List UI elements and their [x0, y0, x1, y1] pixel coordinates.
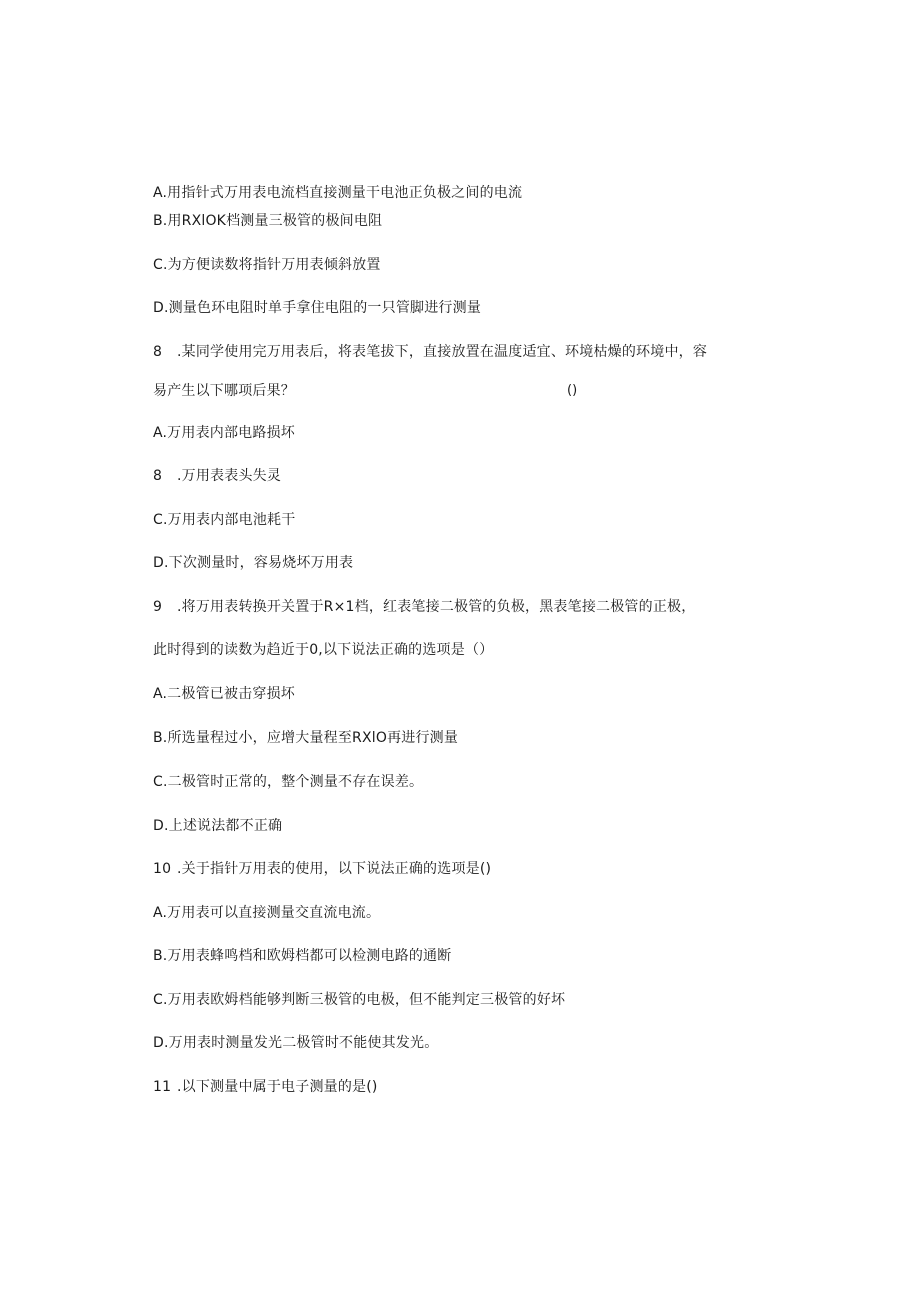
q9-number: 9 [153, 599, 163, 615]
q8-option-a: A.万用表内部电路损坏 [153, 425, 295, 441]
q9-option-a: A.二极管已被击穿损坏 [153, 686, 295, 702]
q8-option-b [153, 466, 281, 486]
q7-option-c: C.为方便读数将指针万用表倾斜放置 [153, 257, 381, 273]
q11-number: 11 [153, 1079, 172, 1095]
q8-option-b-text: .万用表表头失灵 [177, 468, 282, 484]
q8-stem-line1 [153, 342, 707, 362]
q10-option-d: D.万用表时测量发光二极管时不能使其发光。 [153, 1035, 439, 1051]
q8-answer-paren: () [567, 383, 578, 398]
q7-option-a: A.用指针式万用表电流档直接测量干电池正负极之间的电流 [153, 185, 523, 201]
q10-option-b: B.万用表蜂鸣档和欧姆档都可以检测电路的通断 [153, 948, 452, 964]
q10-number: 10 [153, 861, 172, 877]
q8-option-d: D.下次测量时，容易烧坏万用表 [153, 555, 354, 571]
q8-number: 8 [153, 344, 163, 360]
q11-text: .以下测量中属于电子测量的是() [177, 1079, 378, 1095]
q10-text: .关于指针万用表的使用，以下说法正确的选项是() [177, 861, 492, 877]
q10-option-a: A.万用表可以直接测量交直流电流。 [153, 905, 381, 921]
q7-option-d: D.测量色环电阻时单手拿住电阻的一只管脚进行测量 [153, 300, 482, 316]
q8-text-line2: 易产生以下哪项后果？ [153, 383, 295, 399]
q8-text-line1: .某同学使用完万用表后，将表笔拔下，直接放置在温度适宜、环境枯燥的环境中，容 [177, 344, 708, 360]
q9-option-b: B.所选量程过小，应增大量程至RXlO再进行测量 [153, 730, 459, 746]
q10-stem [153, 859, 491, 879]
q9-stem-line1 [153, 597, 695, 617]
q9-option-d: D.上述说法都不正确 [153, 818, 283, 834]
q8-option-b-number: 8 [153, 468, 163, 484]
q8-option-c: C.万用表内部电池耗干 [153, 512, 296, 528]
q9-option-c: C.二极管时正常的，整个测量不存在误差。 [153, 774, 424, 790]
q11-stem [153, 1077, 378, 1097]
q10-option-c: C.万用表欧姆档能够判断三极管的电极，但不能判定三极管的好坏 [153, 992, 566, 1008]
q7-option-b: B.用RXlOK档测量三极管的极间电阻 [153, 213, 383, 229]
q9-text-line1: .将万用表转换开关置于R×1档，红表笔接二极管的负极，黑表笔接二极管的正极， [177, 599, 696, 615]
q9-text-line2: 此时得到的读数为趋近于0,以下说法正确的选项是（） [153, 642, 494, 658]
